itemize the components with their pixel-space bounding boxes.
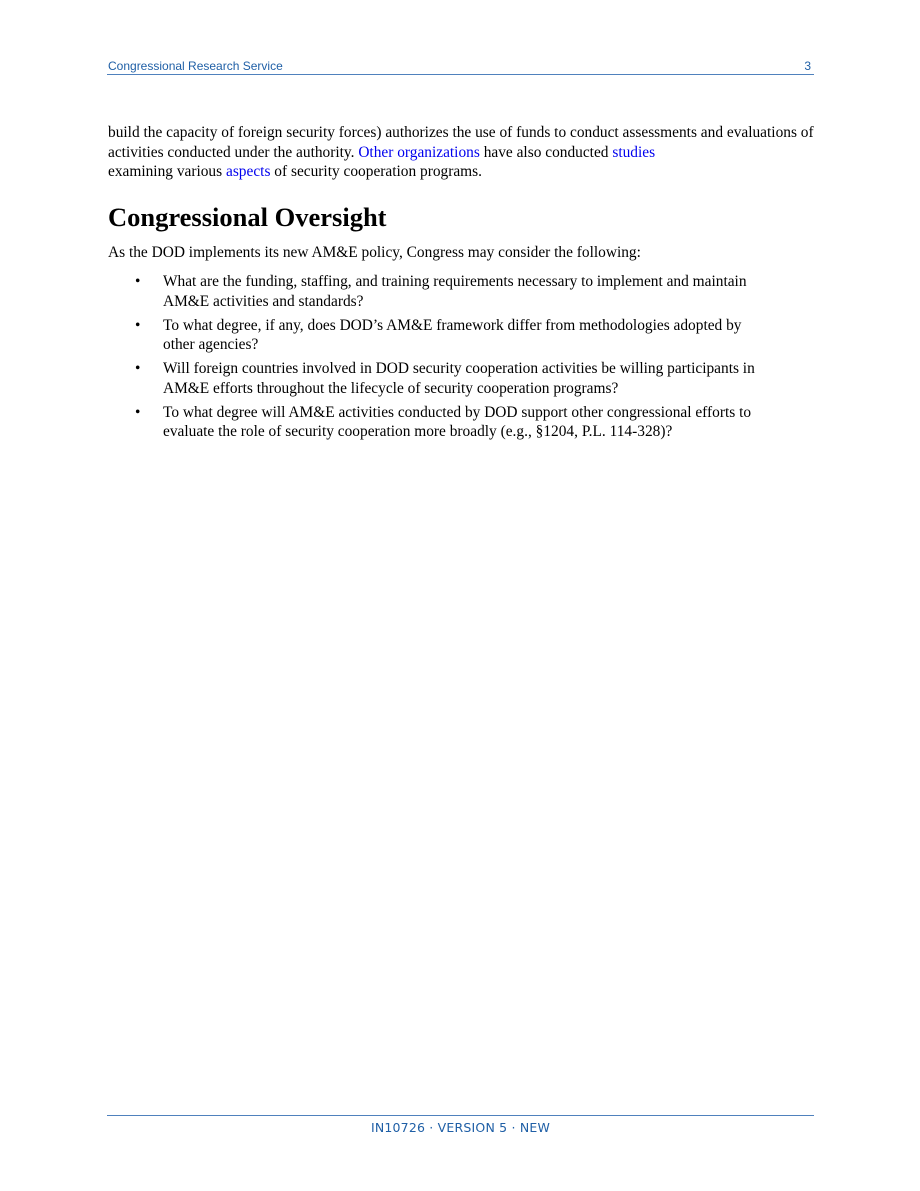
list-item <box>108 316 768 355</box>
question-text: Will foreign countries involved in DOD security cooperation activities be willing participants in AM&E efforts throughout the lifecycle of security cooperation programs? <box>163 360 755 397</box>
paragraph-text: examining various <box>108 163 226 180</box>
header-org-name: Congressional Research Service <box>108 59 283 73</box>
question-text: What are the funding, staffing, and training requirements necessary to implement and maintain AM&E activities and standards? <box>163 273 747 310</box>
continuation-paragraph <box>108 123 818 182</box>
studies-link[interactable]: studies <box>612 143 656 161</box>
bullet-icon: • <box>135 273 141 290</box>
bullet-icon: • <box>135 403 141 421</box>
footer-rule <box>107 1115 814 1116</box>
aspects-link[interactable]: aspects <box>225 163 271 180</box>
bullet-icon: • <box>135 316 141 334</box>
list-item <box>108 272 768 311</box>
paragraph-text: have also conducted <box>479 143 613 161</box>
section-intro: As the DOD implements its new AM&E policy, Congress may consider the following: <box>108 244 641 261</box>
paragraph-text: build the capacity of foreign security forces) authorizes the use of funds to conduct assessments and evaluations of activities conducted under the authority. <box>108 124 814 161</box>
bullet-icon: • <box>135 360 141 378</box>
section-heading: Congressional Oversight <box>108 202 387 232</box>
page-footer: IN10726 · VERSION 5 · NEW <box>370 1120 551 1135</box>
header-page-number: 3 <box>804 59 811 73</box>
list-item <box>108 403 768 442</box>
question-text: To what degree, if any, does DOD’s AM&E framework differ from methodologies adopted by other agencies? <box>163 316 742 354</box>
question-text: To what degree will AM&E activities conducted by DOD support other congressional efforts to evaluate the role of security cooperation more broadly (e.g., §1204, P.L. 114-328)? <box>163 403 752 441</box>
other-organizations-link[interactable]: Other organizations <box>358 143 480 161</box>
list-item <box>108 359 768 398</box>
oversight-questions-list <box>108 272 768 446</box>
paragraph-text: of security cooperation programs. <box>270 163 482 180</box>
page-header <box>107 58 814 75</box>
